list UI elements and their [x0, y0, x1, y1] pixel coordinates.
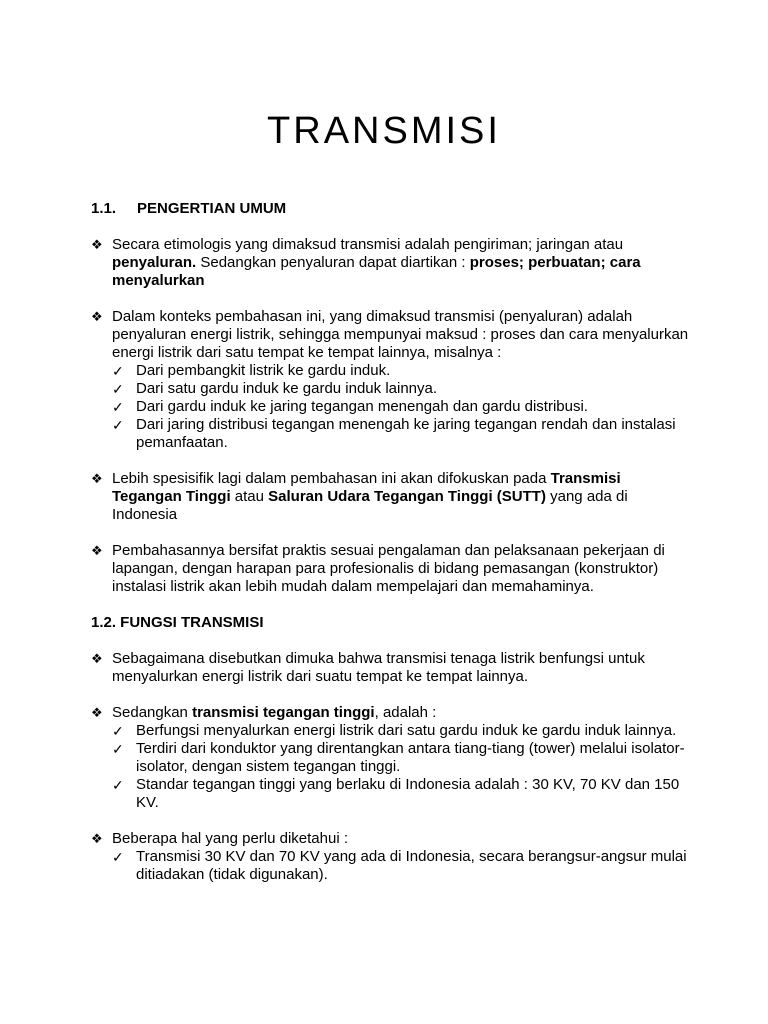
check-icon: ✓: [112, 741, 124, 757]
diamond-bullet-icon: ❖: [91, 651, 103, 666]
list-item: [91, 650, 691, 686]
list-item: [91, 470, 691, 524]
bold-text: transmisi tegangan tinggi: [192, 704, 375, 721]
check-icon: ✓: [112, 723, 124, 739]
check-list-item: [112, 776, 691, 812]
check-list: [112, 362, 691, 452]
diamond-bullet-icon: ❖: [91, 471, 103, 486]
bold-text: proses; perbuatan; cara menyalurkan: [112, 254, 641, 289]
paragraph-text: atau: [230, 488, 269, 505]
check-item-text: Dari jaring distribusi tegangan menengah ke jaring tegangan rendah dan instalasi pemanfaatan.: [136, 416, 676, 451]
check-item-text: Standar tegangan tinggi yang berlaku di Indonesia adalah : 30 KV, 70 KV dan 150 KV.: [136, 776, 680, 811]
check-list-item: [112, 398, 691, 416]
check-icon: ✓: [112, 849, 124, 865]
check-item-text: Transmisi 30 KV dan 70 KV yang ada di Indonesia, secara berangsur-angsur mulai ditiadakan (tidak digunakan).: [136, 848, 687, 883]
paragraph-text: Beberapa hal yang perlu diketahui :: [112, 830, 349, 847]
check-list-item: [112, 740, 691, 776]
document-title: TRANSMISI: [267, 110, 501, 152]
check-icon: ✓: [112, 381, 124, 397]
paragraph-text: Sebagaimana disebutkan dimuka bahwa transmisi tenaga listrik benfungsi untuk menyalurkan energi listrik dari suatu tempat ke tempat lainnya.: [112, 650, 645, 685]
diamond-bullet-icon: ❖: [91, 831, 103, 846]
bold-text: Transmisi Tegangan Tinggi: [112, 470, 621, 505]
list-item: [91, 308, 691, 452]
section-heading-1-1: [91, 200, 691, 218]
check-icon: ✓: [112, 417, 124, 433]
paragraph-text: yang ada di Indonesia: [112, 488, 628, 523]
check-list-item: [112, 416, 691, 452]
paragraph-text: Sedangkan penyaluran dapat diartikan :: [196, 254, 470, 271]
check-list: [112, 722, 691, 812]
diamond-bullet-icon: ❖: [91, 237, 103, 252]
list-item: [91, 236, 691, 290]
diamond-bullet-icon: ❖: [91, 705, 103, 720]
check-icon: ✓: [112, 363, 124, 379]
document-body: [91, 200, 691, 902]
list-item: [91, 704, 691, 812]
section-heading-1-2: 1.2. FUNGSI TRANSMISI: [91, 614, 264, 631]
diamond-bullet-icon: ❖: [91, 543, 103, 558]
check-item-text: Berfungsi menyalurkan energi listrik dari satu gardu induk ke gardu induk lainnya.: [136, 722, 677, 739]
paragraph-text: Sedangkan: [112, 704, 193, 721]
list-item: [91, 542, 691, 596]
diamond-bullet-icon: ❖: [91, 309, 103, 324]
check-item-text: Dari pembangkit listrik ke gardu induk.: [136, 362, 391, 379]
check-item-text: Dari satu gardu induk ke gardu induk lainnya.: [136, 380, 438, 397]
check-item-text: Dari gardu induk ke jaring tegangan menengah dan gardu distribusi.: [136, 398, 588, 415]
bold-text: penyaluran.: [112, 254, 197, 271]
paragraph-text: Dalam konteks pembahasan ini, yang dimaksud transmisi (penyaluran) adalah penyaluran energi listrik, sehingga mempunyai maksud : proses dan cara menyalurkan energi listrik dari satu tempat ke tempat lainnya, misalnya :: [112, 308, 689, 361]
check-list-item: [112, 848, 691, 884]
check-icon: ✓: [112, 399, 124, 415]
check-list-item: [112, 722, 691, 740]
check-list-item: [112, 380, 691, 398]
check-icon: ✓: [112, 777, 124, 793]
paragraph-text: Lebih spesisifik lagi dalam pembahasan ini akan difokuskan pada: [112, 470, 551, 487]
paragraph-text: Pembahasannya bersifat praktis sesuai pengalaman dan pelaksanaan pekerjaan di lapangan, dengan harapan para profesionalis di bidang pemasangan (konstruktor) instalasi listrik akan lebih mudah dalam mempelajari dan memahaminya.: [112, 542, 665, 595]
check-list-item: [112, 362, 691, 380]
paragraph-text: Secara etimologis yang dimaksud transmisi adalah pengiriman; jaringan atau: [112, 236, 624, 253]
paragraph-text: , adalah :: [374, 704, 437, 721]
bold-text: Saluran Udara Tegangan Tinggi (SUTT): [268, 488, 546, 505]
section-title: PENGERTIAN UMUM: [137, 200, 287, 217]
check-item-text: Terdiri dari konduktor yang direntangkan antara tiang-tiang (tower) melalui isolator-isolator, dengan sistem tegangan tinggi.: [136, 740, 685, 775]
list-item: [91, 830, 691, 884]
check-list: [112, 848, 691, 884]
section-number: 1.1.: [91, 200, 117, 217]
